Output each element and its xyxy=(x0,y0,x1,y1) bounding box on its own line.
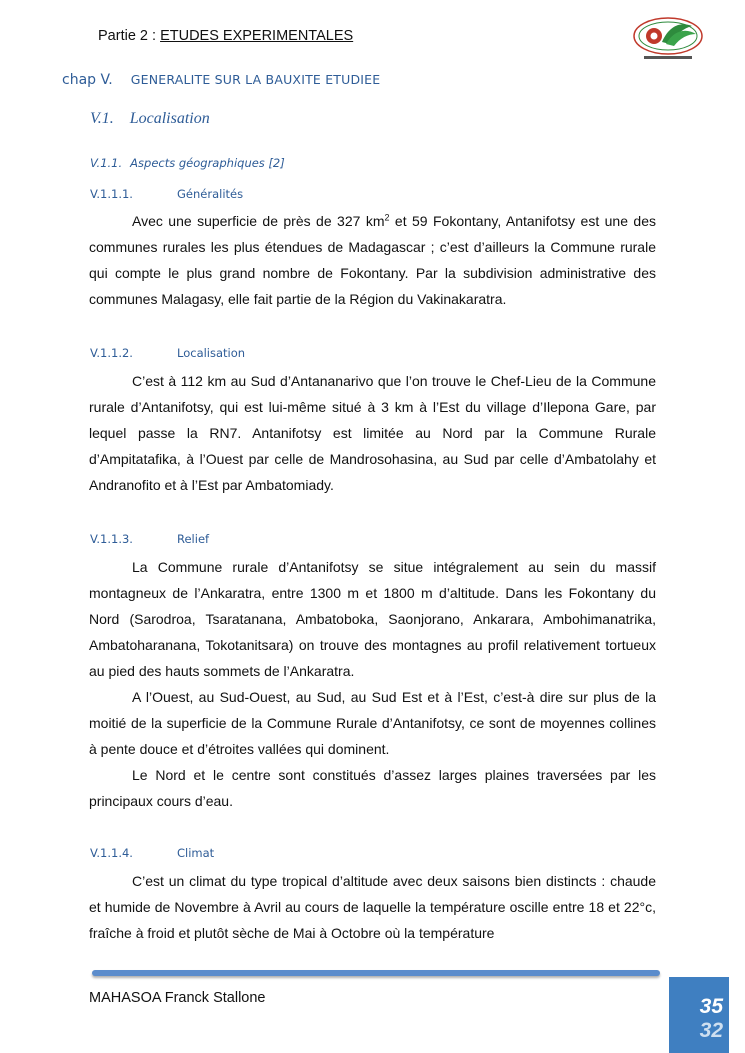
text-run: et 59 Fokontany, Antanifotsy est une des communes rurales les plus étendues de Madagascar ; c’est d’ailleurs la Commune rurale qui compte le plus grand nombre de Fokontany. Par la subdivision administrative des communes Malagasy, elle fait partie de la Région du Vakinakaratra. xyxy=(89,213,656,307)
page-number-box xyxy=(669,977,729,1053)
chapter-number: chap V. xyxy=(62,72,113,88)
header-part: Partie 2 : xyxy=(98,28,161,44)
paragraph xyxy=(89,208,656,312)
heading-number: V.1.1.3. xyxy=(90,532,133,546)
paragraph: Le Nord et le centre sont constitués d’assez larges plaines traversées par les principaux cours d’eau. xyxy=(89,767,656,809)
section-heading xyxy=(90,110,210,128)
heading-title: Relief xyxy=(177,532,210,546)
paragraph: A l’Ouest, au Sud-Ouest, au Sud, au Sud Est et à l’Est, c’est-à dire sur plus de la moitié de la superficie de la Commune Rurale d’Antanifotsy, ce sont de moyennes collines à pente douce et d’étroites vallées qui dominent. xyxy=(89,689,656,757)
heading-title: Climat xyxy=(177,846,215,860)
superscript: 2 xyxy=(384,212,390,223)
university-seal-icon xyxy=(630,16,706,64)
heading-number: V.1.1.2. xyxy=(90,346,133,360)
footer-rule xyxy=(92,970,660,976)
heading-title: Généralités xyxy=(177,187,244,201)
chapter-title: GENERALITE SUR LA BAUXITE ETUDIEE xyxy=(130,72,381,87)
running-header xyxy=(98,28,353,44)
heading-localisation xyxy=(90,346,245,360)
page-number-ghost: 32 xyxy=(699,1019,723,1042)
subsection-title: Aspects géographiques [2] xyxy=(130,156,285,170)
text-run: Avec une superficie de près de 327 km xyxy=(132,213,385,229)
section-title: Localisation xyxy=(129,110,210,127)
heading-climat xyxy=(90,846,214,860)
heading-generalites xyxy=(90,187,243,201)
chapter-heading xyxy=(62,72,380,88)
paragraph-localisation xyxy=(89,368,656,498)
heading-relief xyxy=(90,532,209,546)
heading-number: V.1.1.1. xyxy=(90,187,133,201)
footer-author: MAHASOA Franck Stallone xyxy=(89,990,266,1006)
header-part-title: ETUDES EXPERIMENTALES xyxy=(160,28,354,44)
heading-title: Localisation xyxy=(177,346,246,360)
paragraph: C’est un climat du type tropical d’altitude avec deux saisons bien distincts : chaude et humide de Novembre à Avril au cours de laquelle la température oscille entre 18 et 22°c, fraîche à froid et plutôt sèche de Mai à Octobre où la température xyxy=(89,873,656,941)
subsection-number: V.1.1. xyxy=(90,156,123,170)
paragraph-relief xyxy=(89,554,656,814)
subsection-heading xyxy=(90,156,285,170)
section-number: V.1. xyxy=(90,110,114,127)
paragraph: La Commune rurale d’Antanifotsy se situe intégralement au sein du massif montagneux de l’Ankaratra, entre 1300 m et 1800 m d’altitude. Dans les Fokontany du Nord (Sarodroa, Tsaratanana, Ambatoboka, Saonjorano, Ankarara, Ambohimanatrika, Ambatoharanana, Tokotanitsara) on trouve des montagnes au profil relativement tortueux au pied des hauts sommets de l’Ankaratra. xyxy=(89,559,656,679)
paragraph-climat xyxy=(89,868,656,946)
paragraph-generalites xyxy=(89,208,656,312)
heading-number: V.1.1.4. xyxy=(90,846,133,860)
paragraph: C’est à 112 km au Sud d’Antananarivo que l’on trouve le Chef-Lieu de la Commune rurale d’Antanifotsy, qui est lui-même situé à 3 km à l’Est du village d’Ilepona Gare, par lequel passe la RN7. Antanifotsy est limitée au Nord par la Commune Rurale d’Ampitatafika, à l’Ouest par celle de Mandrosohasina, au Sud par celle d’Ambatolahy et Andranofito et à l’Est par Ambatomiady. xyxy=(89,373,656,493)
page-number: 35 xyxy=(699,995,723,1018)
